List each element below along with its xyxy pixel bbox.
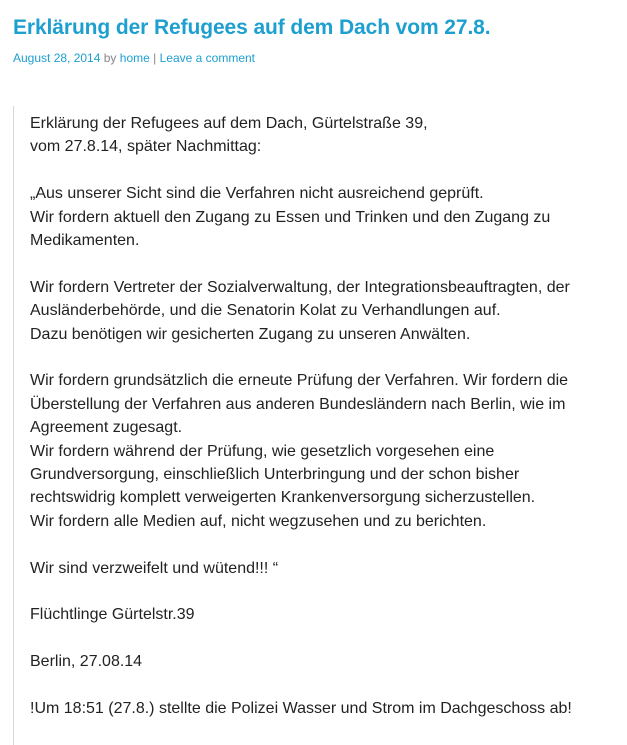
post-content [30,112,626,744]
text-line: Wir fordern während der Prüfung, wie gesetzlich vorgesehen eine [30,442,495,460]
text-line: Agreement zugesagt. [30,419,183,437]
text-line: Medikamenten. [30,232,140,250]
paragraph-closing-quote: Wir sind verzweifelt und wütend!!! “ [30,559,279,577]
text-line: rechtswidrig komplett verweigerten Krankenversorgung sicherzustellen. [30,489,536,507]
text-line: Wir fordern aktuell den Zugang zu Essen und Trinken und den Zugang zu [30,208,551,226]
paragraph-intro [30,112,626,159]
paragraph-demands-1 [30,182,626,252]
signature: Flüchtlinge Gürtelstr.39 [30,606,195,624]
text-line: Grundversorgung, einschließlich Unterbringung und der schon bisher [30,466,520,484]
text-line: vom 27.8.14, später Nachmittag: [30,138,262,156]
author-link[interactable]: home [119,51,150,65]
text-line: Erklärung der Refugees auf dem Dach, Gürtelstraße 39, [30,115,428,132]
place-date: Berlin, 27.08.14 [30,653,143,671]
post-date-link[interactable]: August 28, 2014 [13,51,101,65]
blockquote [13,106,627,745]
text-line: Wir fordern alle Medien auf, nicht wegzusehen und zu berichten. [30,512,487,530]
text-line: Wir fordern Vertreter der Sozialverwaltung, der Integrationsbeauftragten, der [30,278,570,296]
meta-separator: | [153,51,157,65]
post-meta [13,51,255,65]
text-line: Überstellung der Verfahren aus anderen Bundesländern nach Berlin, wie im [30,395,566,413]
text-line: „Aus unserer Sicht sind die Verfahren nicht ausreichend geprüft. [30,185,484,203]
paragraph-demands-2 [30,276,626,346]
post-title[interactable]: Erklärung der Refugees auf dem Dach vom 27.8. [13,16,491,39]
update-note: !Um 18:51 (27.8.) stellte die Polizei Wasser und Strom im Dachgeschoss ab! [30,700,572,718]
text-line: Wir fordern grundsätzlich die erneute Prüfung der Verfahren. Wir fordern die [30,372,569,390]
byline-label: by [103,51,117,65]
paragraph-demands-3 [30,369,626,533]
text-line: Ausländerbehörde, und die Senatorin Kolat zu Verhandlungen auf. [30,302,501,320]
text-line: Dazu benötigen wir gesicherten Zugang zu unseren Anwälten. [30,325,471,343]
leave-comment-link[interactable]: Leave a comment [159,51,256,65]
